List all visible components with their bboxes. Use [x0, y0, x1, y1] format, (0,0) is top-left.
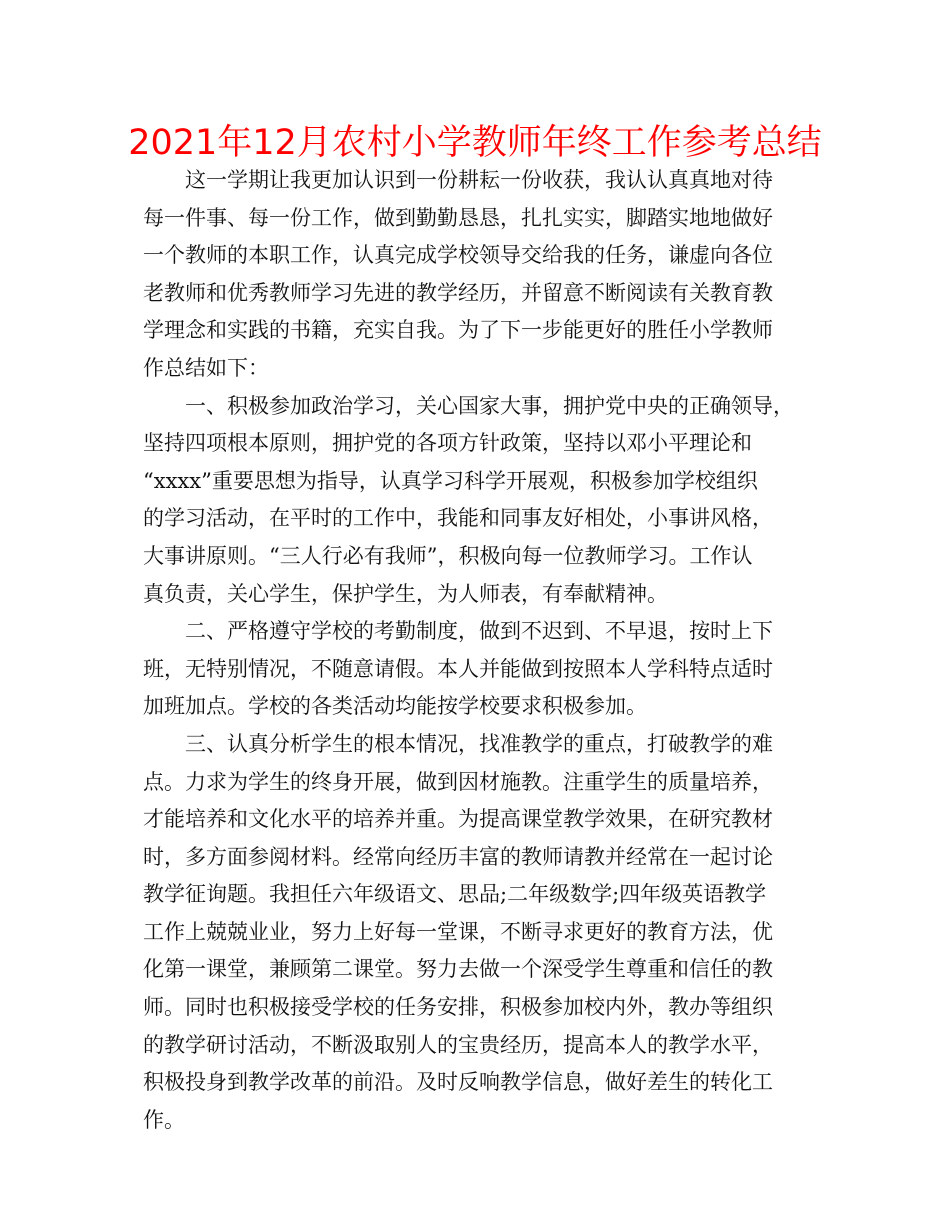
document-body [143, 162, 823, 1139]
paragraph-line: 老教师和优秀教师学习先进的教学经历，并留意不断阅读有关教育教 [143, 280, 773, 305]
paragraph-line: 积极投身到教学改革的前沿。及时反响教学信息，做好差生的转化工 [143, 1070, 773, 1095]
paragraph-line: 才能培养和文化水平的培养并重。为提高课堂教学效果，在研究教材 [143, 807, 773, 832]
paragraph-line: 工作上兢兢业业，努力上好每一堂课，不断寻求更好的教育方法，优 [143, 919, 773, 944]
paragraph-line: 真负责，关心学生，保护学生，为人师表，有奉献精神。 [143, 581, 668, 606]
paragraph-line: 点。力求为学生的终身开展，做到因材施教。注重学生的质量培养， [143, 769, 773, 794]
paragraph-line: 一、积极参加政治学习，关心国家大事，拥护党中央的正确领导， [185, 393, 794, 418]
paragraph-line: 作。 [143, 1107, 185, 1132]
paragraph-line: 的学习活动，在平时的工作中，我能和同事友好相处，小事讲风格， [143, 506, 773, 531]
paragraph-line: 坚持四项根本原则，拥护党的各项方针政策，坚持以邓小平理论和 [143, 431, 752, 456]
paragraph-line: “xxxx”重要思想为指导，认真学习科学开展观，积极参加学校组织 [143, 468, 758, 493]
document-title: 2021年12月农村小学教师年终工作参考总结 [128, 123, 822, 163]
paragraph-line: 这一学期让我更加认识到一份耕耘一份收获，我认认真真地对待 [185, 168, 773, 192]
paragraph-line: 化第一课堂，兼顾第二课堂。努力去做一个深受学生尊重和信任的教 [143, 957, 773, 982]
paragraph-line: 班，无特别情况，不随意请假。本人并能做到按照本人学科特点适时 [143, 656, 773, 681]
paragraph-line: 一个教师的本职工作，认真完成学校领导交给我的任务，谦虚向各位 [143, 243, 773, 268]
paragraph-line: 的教学研讨活动，不断汲取别人的宝贵经历，提高本人的教学水平， [143, 1032, 773, 1057]
paragraph-line: 时，多方面参阅材料。经常向经历丰富的教师请教并经常在一起讨论 [143, 844, 773, 869]
paragraph-line: 加班加点。学校的各类活动均能按学校要求积极参加。 [143, 694, 647, 719]
paragraph-line: 二、严格遵守学校的考勤制度，做到不迟到、不早退，按时上下 [185, 619, 773, 644]
paragraph-line: 三、认真分析学生的根本情况，找准教学的重点，打破教学的难 [185, 731, 773, 756]
paragraph-line: 每一件事、每一份工作，做到勤勤恳恳，扎扎实实，脚踏实地地做好 [143, 205, 773, 230]
paragraph-line: 教学征询题。我担任六年级语文、思品;二年级数学;四年级英语教学 [143, 882, 767, 907]
paragraph-line: 作总结如下： [143, 355, 269, 380]
paragraph-line: 师。同时也积极接受学校的任务安排，积极参加校内外，教办等组织 [143, 995, 773, 1020]
paragraph-line: 大事讲原则。“三人行必有我师”，积极向每一位教师学习。工作认 [143, 543, 753, 568]
paragraph-line: 学理念和实践的书籍，充实自我。为了下一步能更好的胜任小学教师 [143, 318, 773, 343]
